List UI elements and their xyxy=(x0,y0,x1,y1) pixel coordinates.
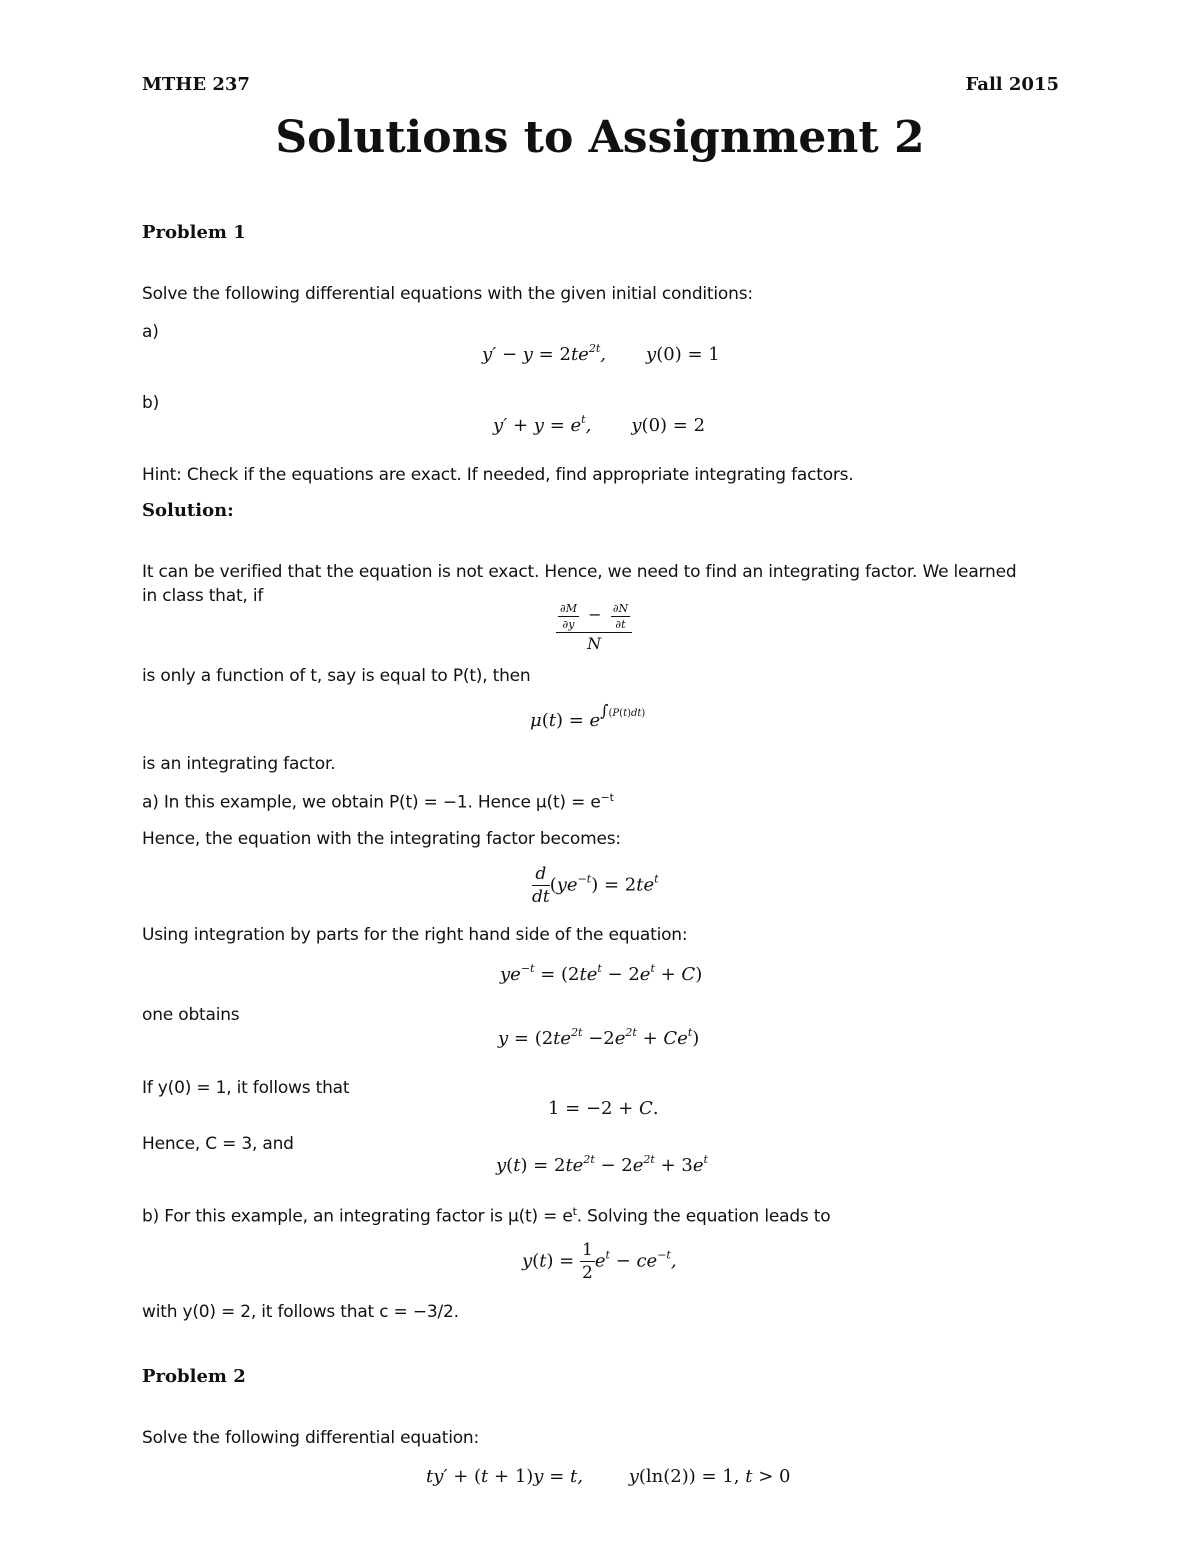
part-a-obtain-text: a) In this example, we obtain P(t) = −1. Hence μ(t) = e xyxy=(142,792,601,813)
hint-text: Hint: Check if the equations are exact. If needed, find appropriate integrating factors. xyxy=(142,465,854,485)
equation-problem2: ty′ + (t + 1)y = t, y(ln(2)) = 1, t > 0 xyxy=(426,1466,791,1487)
para-integrating-factor: is an integrating factor. xyxy=(142,754,336,774)
part-b-example-sup: t xyxy=(572,1205,577,1218)
problem2-heading: Problem 2 xyxy=(142,1366,246,1387)
integrated-equation: $ye^{-t} = (2te^t - 2e^t + C)$ xyxy=(500,962,703,985)
part-b-example xyxy=(142,1205,830,1227)
solution-b: y(t) = $\frac{1}{2}$ $e^t - ce^{-t}$, xyxy=(522,1240,677,1283)
part-b-label: b) xyxy=(142,393,160,413)
solution-heading: Solution: xyxy=(142,500,234,521)
term: Fall 2015 xyxy=(965,74,1059,95)
problem1-intro: Solve the following differential equations with the given initial conditions: xyxy=(142,284,753,304)
exactness-fraction: $\frac{\partial M}{\partial y}$ − $\frac{\partial N}{\partial t}$ N xyxy=(556,602,632,653)
derivative-equation: $\frac{d}{dt}$ $(ye^{-t}) = 2te^t$ xyxy=(532,864,659,907)
course-code: MTHE 237 xyxy=(142,74,250,95)
para-function-of-t: is only a function of t, say is equal to P(t), then xyxy=(142,666,531,686)
equation-b: $y' + y = e^t$, y(0) = 2 xyxy=(493,413,706,436)
equation-becomes-text: Hence, the equation with the integrating factor becomes: xyxy=(142,829,621,849)
part-a-label: a) xyxy=(142,322,159,342)
if-y0-text: If y(0) = 1, it follows that xyxy=(142,1078,350,1098)
one-obtains-text: one obtains xyxy=(142,1005,240,1025)
problem2-intro: Solve the following differential equation: xyxy=(142,1428,480,1448)
problem1-heading: Problem 1 xyxy=(142,222,246,243)
particular-solution-a: $y(t) = 2te^{2t} - 2e^{2t} + 3e^t$ xyxy=(496,1153,708,1176)
part-b-example-tail: . Solving the equation leads to xyxy=(576,1206,831,1227)
para1-line1: It can be verified that the equation is not exact. Hence, we need to find an integrating factor. We learned xyxy=(142,562,1017,582)
para1-line2: in class that, if xyxy=(142,586,264,606)
general-solution-a: $y = (2te^{2t} -2e^{2t} + Ce^t)$ xyxy=(498,1026,700,1049)
hence-c-text: Hence, C = 3, and xyxy=(142,1134,294,1154)
equation-a: $y' - y = 2te^{2t}$, y(0) = 1 xyxy=(482,342,720,365)
part-b-example-text: b) For this example, an integrating factor is μ(t) = e xyxy=(142,1206,573,1227)
constant-equation: 1 = −2 + C. xyxy=(548,1098,659,1119)
integrating-factor-formula: $\mu(t) = e^{\int(P(t)dt)}$ xyxy=(530,701,646,731)
part-a-obtain-sup: −t xyxy=(600,791,614,804)
part-a-obtain xyxy=(142,791,614,813)
with-y0-text: with y(0) = 2, it follows that c = −3/2. xyxy=(142,1302,459,1322)
integration-by-parts-text: Using integration by parts for the right hand side of the equation: xyxy=(142,925,688,945)
page-title: Solutions to Assignment 2 xyxy=(275,112,925,163)
